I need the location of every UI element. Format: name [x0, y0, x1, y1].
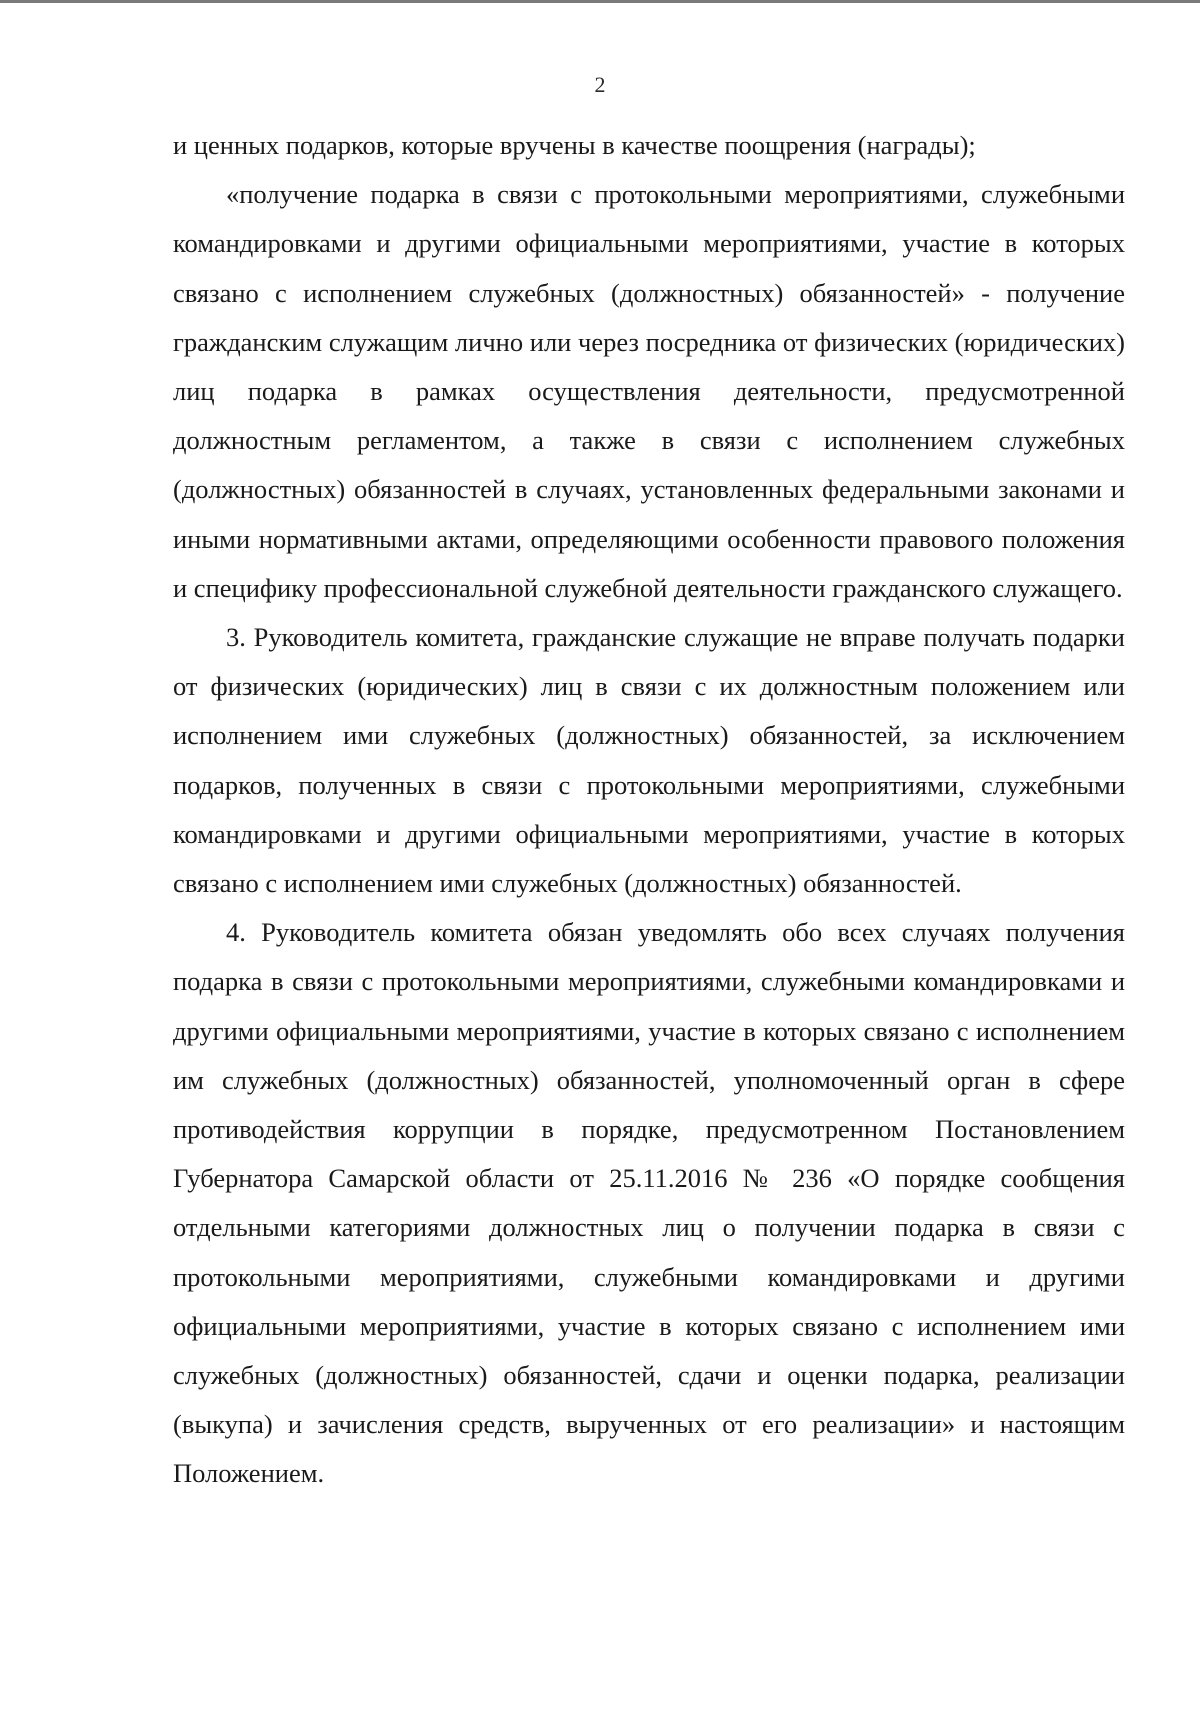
- paragraph-definition: «получение подарка в связи с протокольными мероприятиями, служебными командировками и другими официальными мероприятиями, участие в которых связано с исполнением служебных (должностных) обязанностей» - получение гражданским служащим лично или через посредника от физических (юридических) лиц подарка в рамках осуществления деятельности, предусмотренной должностным регламентом, а также в связи с исполнением служебных (должностных) обязанностей в случаях, установленных федеральными законами и иными нормативными актами, определяющими особенности правового положения и специфику профессиональной служебной деятельности гражданского служащего.: [173, 179, 1125, 603]
- document-body: [173, 121, 1125, 1499]
- paragraph-continuation: и ценных подарков, которые вручены в качестве поощрения (награды);: [173, 130, 976, 160]
- paragraph-item-4: 4. Руководитель комитета обязан уведомлять обо всех случаях получения подарка в связи с протокольными мероприятиями, служебными командировками и другими официальными мероприятиями, участие в которых связано с исполнением им служебных (должностных) обязанностей, уполномоченный орган в сфере противодействия коррупции в порядке, предусмотренном Постановлением Губернатора Самарской области от 25.11.2016 № 236 «О порядке сообщения отдельными категориями должностных лиц о получении подарка в связи с протокольными мероприятиями, служебными командировками и другими официальными мероприятиями, участие в которых связано с исполнением ими служебных (должностных) обязанностей, сдачи и оценки подарка, реализации (выкупа) и зачисления средств, вырученных от его реализации» и настоящим Положением.: [173, 917, 1125, 1489]
- paragraph-item-3: 3. Руководитель комитета, гражданские служащие не вправе получать подарки от физических (юридических) лиц в связи с их должностным положением или исполнением ими служебных (должностных) обязанностей, за исключением подарков, полученных в связи с протокольными мероприятиями, служебными командировками и другими официальными мероприятиями, участие в которых связано с исполнением ими служебных (должностных) обязанностей.: [173, 622, 1125, 899]
- page-number: 2: [594, 72, 606, 97]
- scan-top-border: [0, 0, 1200, 3]
